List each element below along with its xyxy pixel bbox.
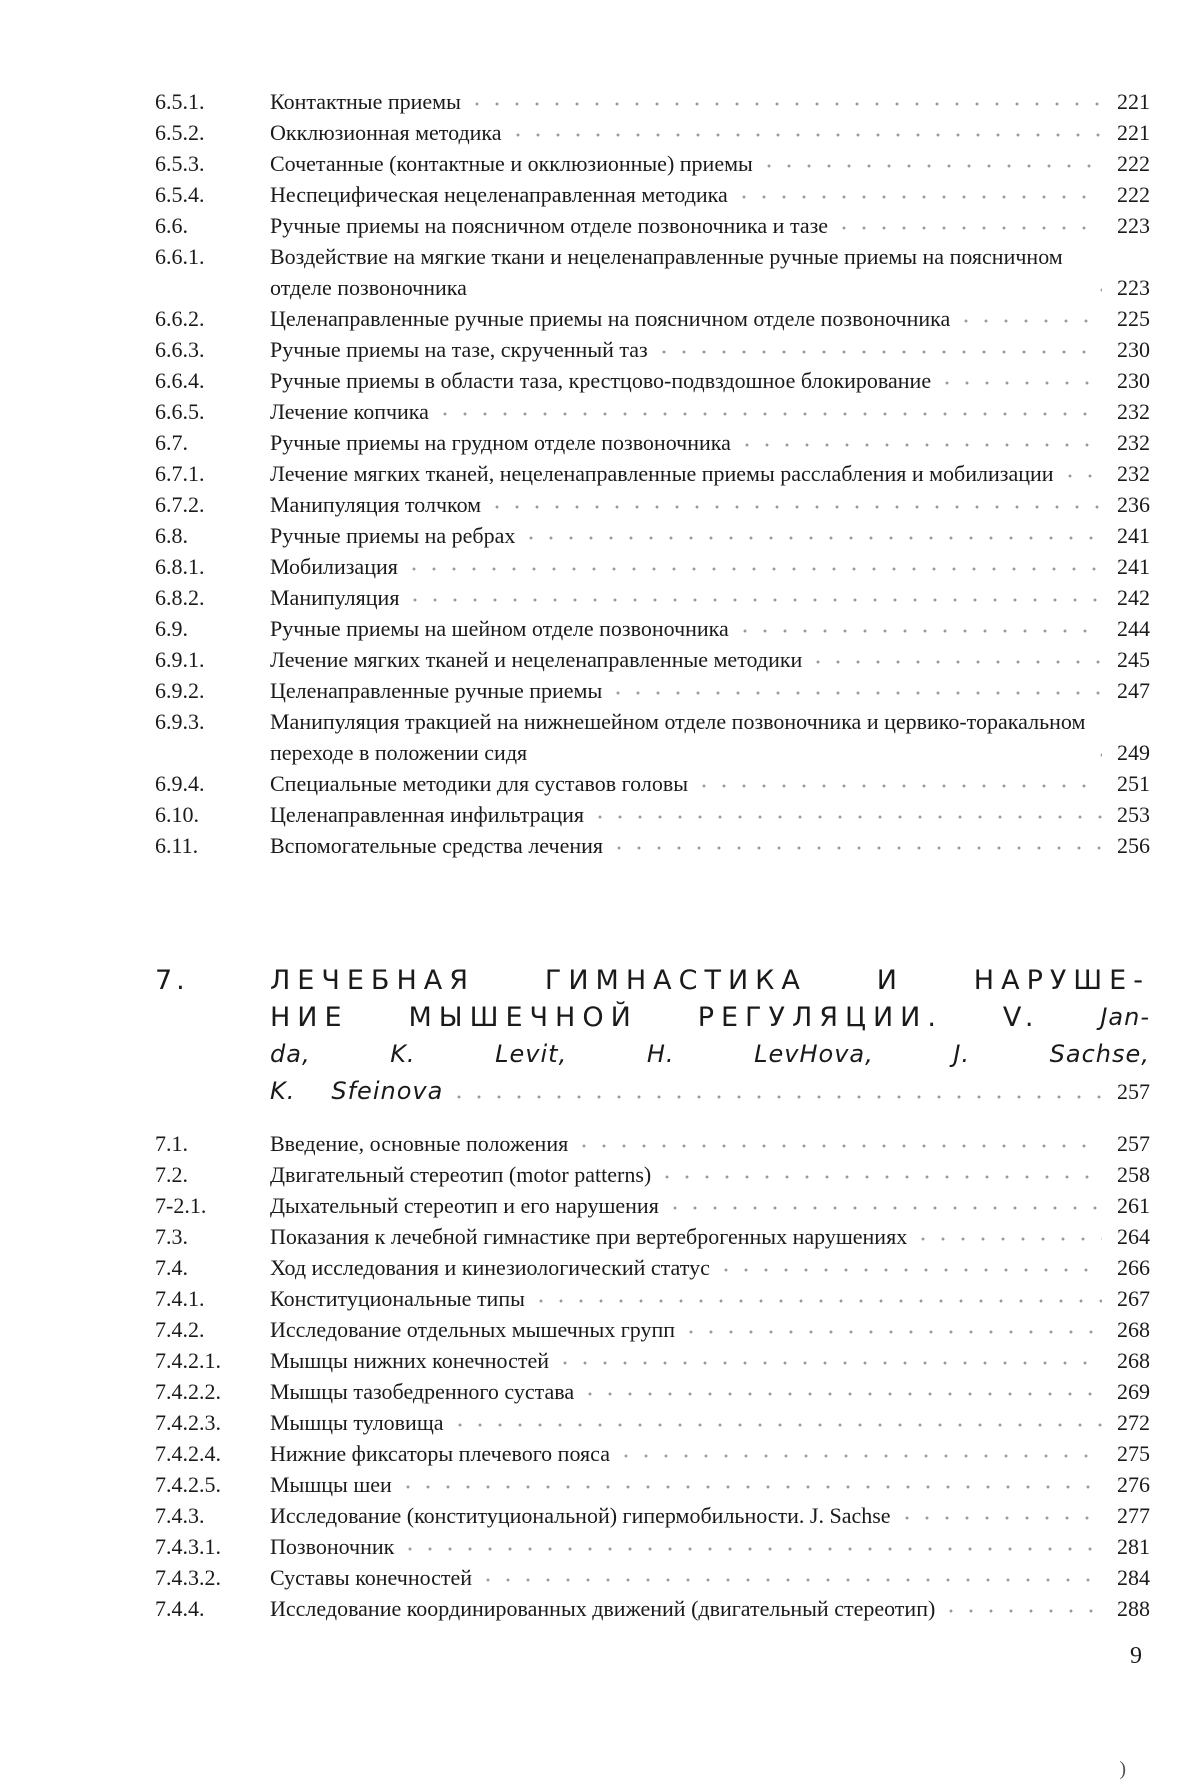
dot-leader [400,1545,1102,1553]
toc-entry-number: 7.4.1. [155,1286,205,1311]
chapter-page: 257 [1117,1079,1150,1104]
toc-entry-title: Нижние фиксаторы плечевого пояса [270,1441,610,1466]
toc-entry [155,1562,1150,1593]
toc-entry-page: 222 [1117,182,1150,207]
toc-entry-number: 6.6.5. [155,399,205,424]
chapter-title-line-2 [270,999,1150,1036]
dot-leader [808,658,1102,666]
toc-entry [155,1531,1150,1562]
toc-entry-title: Мышцы тазобедренного сустава [270,1379,575,1404]
toc-entry-title: Манипуляция тракцией на нижнешейном отделе позвоночника и цервико-торакальном переходе в положении сидя [270,709,1086,765]
toc-entry-page: 241 [1117,554,1150,579]
chapter-word: НИЕ [270,1002,349,1033]
toc-entry-page: 253 [1117,802,1150,827]
toc-entry [155,613,1150,644]
toc-entry-number: 6.7. [155,430,188,455]
scan-mark: ) [1119,1758,1126,1780]
toc-entry-body [270,1314,1150,1345]
dot-leader [531,1297,1102,1305]
toc-entry-number: 7.4. [155,1255,188,1280]
toc-entry-number: 6.7.1. [155,461,205,486]
toc-entry [155,551,1150,582]
chapter-word: ГИМНАСТИКА [544,965,807,996]
toc-entry-body [270,706,1150,768]
toc-entry-number: 7.4.3. [155,1503,205,1528]
toc-entry-number: 6.7.2. [155,492,205,517]
chapter-author: LevHova, [754,1040,874,1068]
dot-leader [716,1266,1102,1274]
chapter-title [270,962,1150,1110]
toc-entry [155,1438,1150,1469]
toc-entry-body [270,582,1150,613]
toc-entry-title: Манипуляция толчком [270,492,482,517]
toc-entry [155,644,1150,675]
dot-leader [487,503,1102,511]
dot-leader [435,410,1102,418]
toc-entry-number: 6.5.1. [155,89,205,114]
toc-entry [155,303,1150,334]
toc-entry-body [270,117,1150,148]
toc-entry-number: 6.6.1. [155,244,205,269]
toc-entry-number: 6.9.3. [155,709,205,734]
toc-entry-body [270,241,1150,303]
toc-entry-title: Целенаправленная инфильтрация [270,802,585,827]
toc-entry-title: Ручные приемы на тазе, скрученный таз [270,337,648,362]
chapter-author: J. [953,1040,971,1068]
toc-entry-number: 7-2.1. [155,1193,207,1218]
toc-entry [155,768,1150,799]
toc-entry-body [270,148,1150,179]
toc-entry-title: Мышцы нижних конечностей [270,1348,549,1373]
toc-entry [155,1221,1150,1252]
toc-entry-number: 7.2. [155,1162,188,1187]
toc-entry-title: Целенаправленные ручные приемы [270,678,603,703]
toc-entry-title: Дыхательный стереотип и его нарушения [270,1193,659,1218]
toc-entry-body [270,1438,1150,1469]
toc-section-6 [155,86,1150,861]
toc-section-7 [155,1128,1150,1624]
chapter-author: V. [1002,1002,1041,1033]
dot-leader [590,813,1102,821]
toc-entry-body [270,210,1150,241]
toc-entry-title: Ручные приемы на поясничном отделе позвоночника и тазе [270,213,829,238]
toc-entry-body [270,334,1150,365]
dot-leader [508,131,1102,139]
toc-entry-title: Лечение мягких тканей, нецеленаправленные приемы расслабления и мобилизации [270,461,1054,486]
toc-entry-page: 225 [1117,306,1150,331]
dot-leader [897,1514,1102,1522]
toc-entry-body [270,1283,1150,1314]
toc-entry-page: 272 [1117,1410,1150,1435]
toc-entry-body [270,1345,1150,1376]
toc-entry-number: 7.4.2.1. [155,1348,221,1373]
toc-entry [155,427,1150,458]
dot-leader [478,1576,1102,1584]
toc-entry-page: 247 [1117,678,1150,703]
toc-entry [155,1128,1150,1159]
toc-entry [155,1376,1150,1407]
dot-leader [405,596,1102,604]
toc-entry-page: 221 [1117,120,1150,145]
chapter-word: НАРУШЕ- [973,965,1150,996]
toc-entry-page: 256 [1117,833,1150,858]
toc-entry-page: 236 [1117,492,1150,517]
chapter-word: И [876,965,904,996]
dot-leader [734,193,1102,201]
toc-entry [155,210,1150,241]
dot-leader [609,844,1102,852]
toc-entry-title: Исследование координированных движений (двигательный стереотип) [270,1596,936,1621]
toc-entry-body [270,1190,1150,1221]
dot-leader [913,1235,1102,1243]
toc-entry-title: Ручные приемы в области таза, крестцово-подвздошное блокирование [270,368,932,393]
dot-leader [580,1390,1102,1398]
toc-entry-page: 275 [1117,1441,1150,1466]
dot-leader [404,565,1102,573]
toc-entry [155,1407,1150,1438]
toc-entry-title: Сочетанные (контактные и окклюзионные) приемы [270,151,753,176]
chapter-author: Jan- [1100,1003,1150,1031]
toc-entry-page: 261 [1117,1193,1150,1218]
toc-entry-body [270,1562,1150,1593]
toc-entry-title: Двигательный стереотип (motor patterns) [270,1162,652,1187]
toc-entry-body [270,86,1150,117]
dot-leader [834,224,1102,232]
toc-entry-number: 7.4.3.1. [155,1534,221,1559]
toc-entry [155,334,1150,365]
toc-entry [155,1593,1150,1624]
toc-entry [155,396,1150,427]
toc-entry-page: 264 [1117,1224,1150,1249]
toc-entry [155,1159,1150,1190]
toc-entry [155,1500,1150,1531]
chapter-word: РЕГУЛЯЦИИ. [697,1002,943,1033]
chapter-author: Sachse, [1049,1040,1150,1068]
toc-entry-number: 6.9. [155,616,188,641]
toc-entry-title: Лечение копчика [270,399,429,424]
toc-entry-body [270,1407,1150,1438]
toc-entry [155,1283,1150,1314]
toc-entry-page: 223 [1117,213,1150,238]
dot-leader [759,162,1102,170]
dot-leader [941,1607,1102,1615]
toc-entry-body [270,799,1150,830]
toc-entry-page: 288 [1117,1596,1150,1621]
toc-entry-title: Целенаправленные ручные приемы на поясничном отделе позвоночника [270,306,951,331]
toc-entry [155,179,1150,210]
page-number: 9 [1130,1643,1142,1669]
toc-entry-number: 6.11. [155,833,199,858]
toc-entry-body [270,1221,1150,1252]
toc-entry-title: Суставы конечностей [270,1565,473,1590]
toc-entry-page: 277 [1117,1503,1150,1528]
chapter-authors-text [270,1073,443,1110]
dot-leader [681,1328,1102,1336]
toc-entry-body [270,458,1150,489]
chapter-7-heading [155,962,1150,1110]
toc-entry-number: 7.4.2.3. [155,1410,221,1435]
toc-entry-page: 251 [1117,771,1150,796]
toc-entry [155,86,1150,117]
toc-entry [155,520,1150,551]
toc-entry [155,799,1150,830]
toc-entry-page: 223 [1117,275,1150,300]
toc-entry-body [270,1376,1150,1407]
toc-entry-page: 269 [1117,1379,1150,1404]
chapter-number: 7. [155,965,189,996]
toc-entry-number: 7.4.3.2. [155,1565,221,1590]
toc-entry-number: 6.6.4. [155,368,205,393]
toc-entry [155,582,1150,613]
toc-entry-title: Манипуляция [270,585,400,610]
toc-entry-body [270,1500,1150,1531]
dot-leader [956,317,1102,325]
dot-leader [735,627,1102,635]
toc-entry-body [270,365,1150,396]
toc-entry-page: 221 [1117,89,1150,114]
chapter-authors-line-1 [270,1036,1150,1073]
toc-entry-title: Мышцы туловища [270,1410,444,1435]
chapter-authors-line-2 [270,1073,1150,1110]
toc-entry-body [270,1593,1150,1624]
toc-entry-body [270,1159,1150,1190]
toc-entry [155,148,1150,179]
toc-entry-title: Показания к лечебной гимнастике при вертеброгенных нарушениях [270,1224,908,1249]
toc-entry [155,675,1150,706]
dot-leader [694,782,1102,790]
toc-entry-page: 267 [1117,1286,1150,1311]
toc-entry-body [270,644,1150,675]
dot-leader [616,1452,1102,1460]
dot-leader [574,1142,1102,1150]
toc-entry-page: 258 [1117,1162,1150,1187]
toc-entry-title: Ручные приемы на ребрах [270,523,516,548]
toc-entry-page: 241 [1117,523,1150,548]
toc-entry-number: 6.9.4. [155,771,205,796]
toc-entry [155,706,1150,768]
toc-entry-page: 266 [1117,1255,1150,1280]
toc-entry-number: 7.1. [155,1131,188,1156]
toc-entry-body [270,520,1150,551]
toc-entry-body [270,830,1150,861]
toc-entry-title: Окклюзионная методика [270,120,502,145]
chapter-author: K. [390,1040,416,1068]
toc-entry-number: 7.4.2.4. [155,1441,221,1466]
toc-entry-number: 6.9.2. [155,678,205,703]
toc-entry [155,1469,1150,1500]
toc-entry-title: Ручные приемы на грудном отделе позвоночника [270,430,731,455]
toc-entry-page: 244 [1117,616,1150,641]
dot-leader [521,534,1102,542]
toc-entry-title: Воздействие на мягкие ткани и нецеленаправленные ручные приемы на поясничном отделе позвоночника [270,244,1063,300]
toc-entry-title: Контактные приемы [270,89,461,114]
toc-entry-body [270,427,1150,458]
dot-leader [1092,751,1102,759]
toc-entry-title: Мобилизация [270,554,398,579]
dot-leader [665,1204,1102,1212]
toc-entry-page: 232 [1117,430,1150,455]
toc-entry-number: 6.5.4. [155,182,205,207]
dot-leader [450,1421,1102,1429]
toc-entry-title: Исследование (конституциональной) гипермобильности. J. Sachse [270,1503,891,1528]
toc-entry-body [270,768,1150,799]
dot-leader [608,689,1102,697]
toc-entry-number: 6.6.3. [155,337,205,362]
toc-entry-number: 6.5.3. [155,151,205,176]
toc-entry-body [270,1469,1150,1500]
toc-entry-number: 7.4.2. [155,1317,205,1342]
toc-entry [155,830,1150,861]
toc-entry [155,1314,1150,1345]
toc-entry-title: Ручные приемы на шейном отделе позвоночника [270,616,729,641]
chapter-author: Sfeinova [331,1077,444,1105]
chapter-author: H. [646,1040,675,1068]
toc-entry [155,458,1150,489]
toc-entry-title: Конституциональные типы [270,1286,525,1311]
toc-entry [155,365,1150,396]
toc-entry-number: 6.8. [155,523,188,548]
chapter-word: ЛЕЧЕБНАЯ [270,965,475,996]
toc-entry-page: 284 [1117,1565,1150,1590]
toc-entry-page: 257 [1117,1131,1150,1156]
dot-leader [737,441,1102,449]
toc-entry-body [270,675,1150,706]
toc-entry-page: 230 [1117,368,1150,393]
toc-entry [155,117,1150,148]
toc-entry-title: Позвоночник [270,1534,395,1559]
dot-leader [467,100,1102,108]
toc-entry-number: 6.8.1. [155,554,205,579]
toc-entry-page: 276 [1117,1472,1150,1497]
toc-entry-body [270,396,1150,427]
toc-entry-body [270,489,1150,520]
toc-entry-title: Неспецифическая нецеленаправленная методика [270,182,728,207]
toc-entry-body [270,613,1150,644]
toc-entry-number: 7.4.4. [155,1596,205,1621]
toc-entry-page: 245 [1117,647,1150,672]
toc-entry-number: 6.9.1. [155,647,205,672]
toc-entry-body [270,303,1150,334]
toc-entry-page: 242 [1117,585,1150,610]
toc-entry-body [270,1128,1150,1159]
toc-entry-body [270,179,1150,210]
toc-entry-page: 268 [1117,1317,1150,1342]
toc-entry-body [270,1252,1150,1283]
toc-entry-body [270,551,1150,582]
toc-entry-page: 232 [1117,399,1150,424]
dot-leader [654,348,1102,356]
toc-entry-page: 249 [1117,740,1150,765]
toc-entry-page: 230 [1117,337,1150,362]
chapter-word: МЫШЕЧНОЙ [408,1002,638,1033]
dot-leader [1092,286,1102,294]
toc-entry-number: 7.4.2.2. [155,1379,221,1404]
toc-entry-title: Вспомогательные средства лечения [270,833,604,858]
toc-entry-title: Лечение мягких тканей и нецеленаправленные методики [270,647,803,672]
toc-entry-title: Исследование отдельных мышечных групп [270,1317,676,1342]
toc-entry-page: 268 [1117,1348,1150,1373]
chapter-author: da, [270,1040,311,1068]
toc-entry [155,489,1150,520]
toc-entry-number: 6.5.2. [155,120,205,145]
toc-entry-page: 222 [1117,151,1150,176]
toc-entry-title: Ход исследования и кинезиологический статус [270,1255,710,1280]
toc-entry-title: Мышцы шеи [270,1472,392,1497]
toc-entry-number: 7.3. [155,1224,188,1249]
toc-entry-number: 6.8.2. [155,585,205,610]
dot-leader [555,1359,1102,1367]
toc-entry [155,1252,1150,1283]
toc-entry [155,241,1150,303]
toc-entry [155,1345,1150,1376]
toc-entry-number: 6.6.2. [155,306,205,331]
dot-leader [449,1093,1102,1101]
toc-entry-page: 281 [1117,1534,1150,1559]
toc-entry-title: Введение, основные положения [270,1131,569,1156]
dot-leader [657,1173,1102,1181]
chapter-title-line-1 [270,962,1150,999]
dot-leader [937,379,1102,387]
toc-entry-number: 7.4.2.5. [155,1472,221,1497]
toc-entry [155,1190,1150,1221]
toc-entry-title: Специальные методики для суставов головы [270,771,688,796]
chapter-author: Levit, [495,1040,568,1068]
toc-entry-body [270,1531,1150,1562]
toc-entry-number: 6.6. [155,213,188,238]
toc-entry-page: 232 [1117,461,1150,486]
toc-entry-number: 6.10. [155,802,199,827]
dot-leader [1060,472,1102,480]
chapter-author: K. [270,1077,296,1105]
dot-leader [398,1483,1102,1491]
